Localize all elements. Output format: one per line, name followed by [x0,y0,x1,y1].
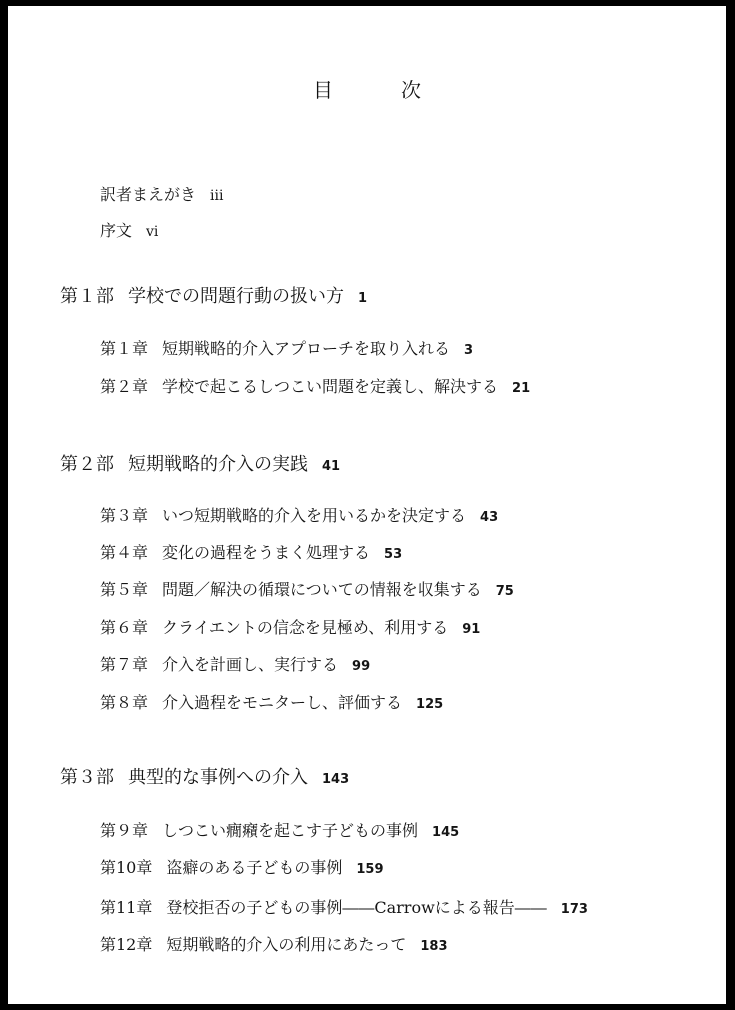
chapter-label: 第２章 [100,377,149,396]
toc-part-heading [60,282,367,308]
chapter-page: 75 [495,584,514,599]
chapter-title: 介入を計画し、実行する [162,655,339,674]
chapter-page: 21 [512,381,531,396]
part-label: 第１部 [60,286,114,307]
toc-part-heading [60,450,340,476]
chapter-page: 43 [480,510,499,525]
chapter-label: 第10章 [100,858,153,877]
toc-chapter [100,932,448,955]
chapter-page: 159 [356,862,384,877]
page-title: 目 次 [313,78,445,102]
toc-chapter [100,540,402,563]
toc-chapter [100,652,370,675]
toc-chapter [100,690,443,713]
chapter-label: 第１章 [100,339,149,358]
chapter-label: 第４章 [100,543,149,562]
chapter-title: 問題／解決の循環についての情報を収集する [162,580,482,599]
chapter-page: 145 [432,825,460,840]
chapter-title: しつこい癇癪を起こす子どもの事例 [162,821,419,840]
part-title: 短期戦略的介入の実践 [128,454,308,475]
chapter-label: 第12章 [100,935,153,954]
toc-front-item [100,218,158,241]
chapter-label: 第３章 [100,506,149,525]
chapter-label: 第11章 [100,898,153,917]
toc-front-item [100,182,223,205]
toc-chapter [100,336,473,359]
chapter-title: 変化の過程をうまく処理する [162,543,371,562]
chapter-page: 183 [420,939,448,954]
toc-chapter [100,895,588,918]
chapter-page: 91 [462,622,481,637]
toc-chapter [100,818,459,841]
chapter-title: 短期戦略的介入アプローチを取り入れる [162,339,451,358]
toc-chapter [100,615,480,638]
part-title: 典型的な事例への介入 [128,767,308,788]
chapter-title: 学校で起こるしつこい問題を定義し、解決する [162,377,499,396]
part-title: 学校での問題行動の扱い方 [128,286,344,307]
part-label: 第３部 [60,767,114,788]
toc-front-label: 訳者まえがき [100,185,197,204]
chapter-label: 第６章 [100,618,149,637]
chapter-title: いつ短期戦略的介入を用いるかを決定する [162,506,467,525]
toc-front-page: iii [210,188,224,204]
chapter-label: 第９章 [100,821,149,840]
chapter-title: 登校拒否の子どもの事例――Carrowによる報告―― [166,898,547,917]
chapter-title: 盗癖のある子どもの事例 [166,858,343,877]
chapter-page: 99 [352,659,371,674]
page [8,6,726,1004]
toc-chapter [100,374,530,397]
part-page: 143 [322,772,350,787]
chapter-title: クライエントの信念を見極め、利用する [162,618,449,637]
part-page: 1 [358,291,368,306]
part-label: 第２部 [60,454,114,475]
chapter-page: 3 [464,343,474,358]
chapter-label: 第７章 [100,655,149,674]
toc-front-page: vi [146,224,159,240]
toc-part-heading [60,763,349,789]
chapter-label: 第８章 [100,693,149,712]
chapter-page: 173 [560,902,588,917]
chapter-label: 第５章 [100,580,149,599]
toc-chapter [100,503,498,526]
toc-front-label: 序文 [100,221,133,240]
chapter-page: 53 [384,547,403,562]
chapter-title: 介入過程をモニターし、評価する [162,693,403,712]
toc-chapter [100,577,514,600]
chapter-title: 短期戦略的介入の利用にあたって [166,935,407,954]
part-page: 41 [322,459,341,474]
chapter-page: 125 [416,697,444,712]
toc-chapter [100,855,384,878]
